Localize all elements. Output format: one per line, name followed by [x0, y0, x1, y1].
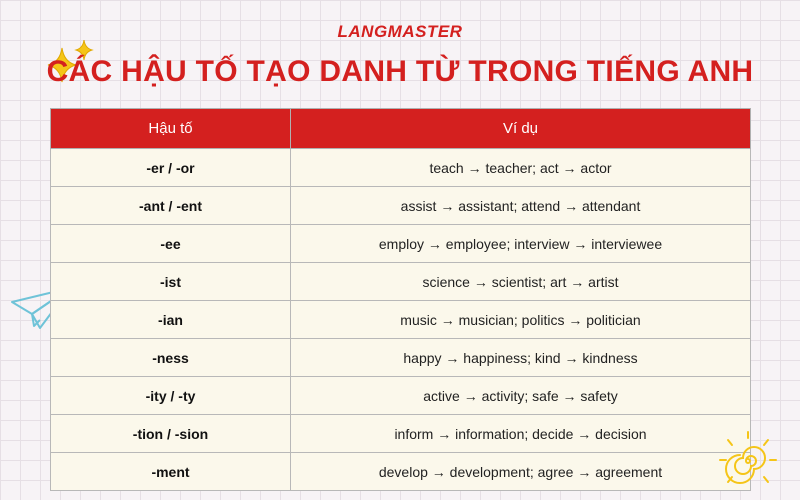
table-row — [51, 301, 751, 339]
suffix-cell: -ist — [51, 263, 291, 301]
table-row — [51, 225, 751, 263]
suffix-cell: -ity / -ty — [51, 377, 291, 415]
example-cell: active → activity; safe → safety — [291, 377, 751, 415]
example-cell: develop → development; agree → agreement — [291, 453, 751, 491]
table-row — [51, 339, 751, 377]
example-cell: happy → happiness; kind → kindness — [291, 339, 751, 377]
table-row — [51, 263, 751, 301]
page-title: CÁC HẬU TỐ TẠO DANH TỪ TRONG TIẾNG ANH — [46, 55, 754, 88]
brand-logo: LANGMASTER — [337, 22, 463, 41]
table-row — [51, 377, 751, 415]
suffix-table — [50, 108, 751, 491]
example-cell: inform → information; decide → decision — [291, 415, 751, 453]
suffix-cell: -ment — [51, 453, 291, 491]
example-cell: employ → employee; interview → interviewee — [291, 225, 751, 263]
table-row — [51, 453, 751, 491]
header-suffix: Hậu tố — [51, 109, 291, 149]
table-row — [51, 149, 751, 187]
suffix-cell: -ee — [51, 225, 291, 263]
example-cell: science → scientist; art → artist — [291, 263, 751, 301]
sun-spiral-icon — [716, 430, 780, 492]
suffix-cell: -ant / -ent — [51, 187, 291, 225]
table-row — [51, 415, 751, 453]
table-header-row — [51, 109, 751, 149]
example-cell: music → musician; politics → politician — [291, 301, 751, 339]
example-cell: teach → teacher; act → actor — [291, 149, 751, 187]
example-cell: assist → assistant; attend → attendant — [291, 187, 751, 225]
header-example: Ví dụ — [291, 109, 751, 149]
suffix-cell: -ness — [51, 339, 291, 377]
table-row — [51, 187, 751, 225]
suffix-cell: -tion / -sion — [51, 415, 291, 453]
suffix-cell: -er / -or — [51, 149, 291, 187]
suffix-cell: -ian — [51, 301, 291, 339]
